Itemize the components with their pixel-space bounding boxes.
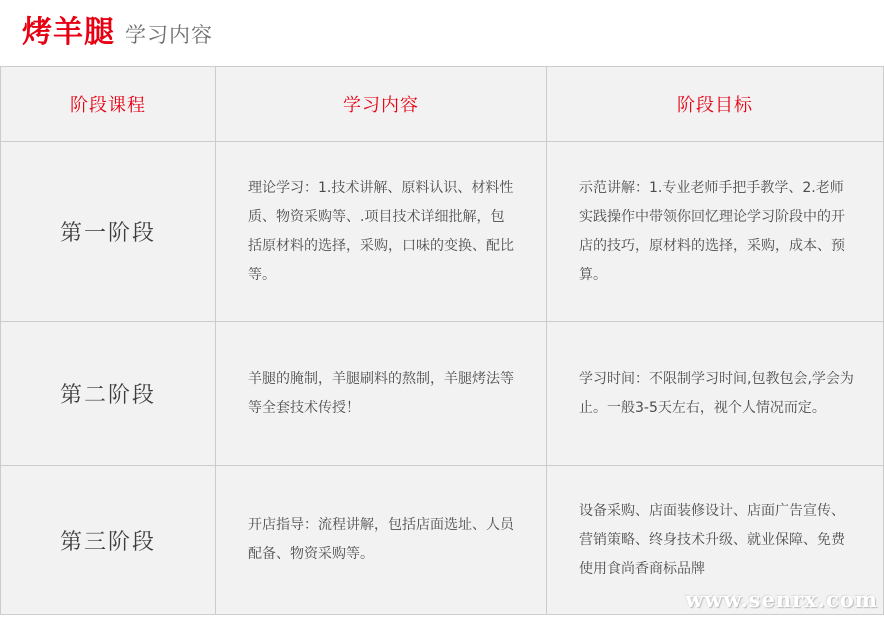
page-title: 烤羊腿 bbox=[22, 15, 115, 50]
stage-3-content-cell bbox=[216, 466, 547, 614]
stage-2-content-cell bbox=[216, 322, 547, 466]
column-header-content: 学习内容 bbox=[216, 67, 547, 142]
column-header-stage: 阶段课程 bbox=[1, 67, 216, 142]
page-header bbox=[0, 0, 884, 66]
stage-1-goal-cell bbox=[547, 142, 883, 322]
stage-3-label: 第三阶段 bbox=[1, 466, 216, 614]
stage-3-content-text: 开店指导：流程讲解，包括店面选址、人员配备、物资采购等。 bbox=[248, 517, 514, 562]
stage-2-label: 第二阶段 bbox=[1, 322, 216, 466]
stage-1-goal-text: 示范讲解：1.专业老师手把手教学、2.老师实践操作中带领你回忆理论学习阶段中的开店的技巧，原材料的选择，采购，成本、预算。 bbox=[579, 179, 845, 283]
stage-2-content-text: 羊腿的腌制，羊腿刷料的熬制，羊腿烤法等等全套技术传授！ bbox=[248, 370, 514, 416]
course-content-table bbox=[0, 66, 884, 615]
stage-3-goal-text: 设备采购、店面装修设计、店面广告宣传、营销策略、终身技术升级、就业保障、免费使用食尚香商标品牌 bbox=[579, 502, 845, 577]
stage-3-goal-cell bbox=[547, 466, 883, 614]
stage-1-content-text: 理论学习：1.技术讲解、原料认识、材料性质、物资采购等、.项目技术详细批解，包括原材料的选择，采购，口味的变换、配比等。 bbox=[248, 179, 514, 283]
stage-1-content-cell bbox=[216, 142, 547, 322]
stage-2-goal-cell bbox=[547, 322, 883, 466]
stage-1-label: 第一阶段 bbox=[1, 142, 216, 322]
site-watermark: www.senrx.com bbox=[685, 587, 878, 612]
page-subtitle: 学习内容 bbox=[125, 23, 213, 47]
column-header-goal: 阶段目标 bbox=[547, 67, 883, 142]
stage-2-goal-text: 学习时间：不限制学习时间,包教包会,学会为止。一般3-5天左右，视个人情况而定。 bbox=[579, 370, 854, 416]
